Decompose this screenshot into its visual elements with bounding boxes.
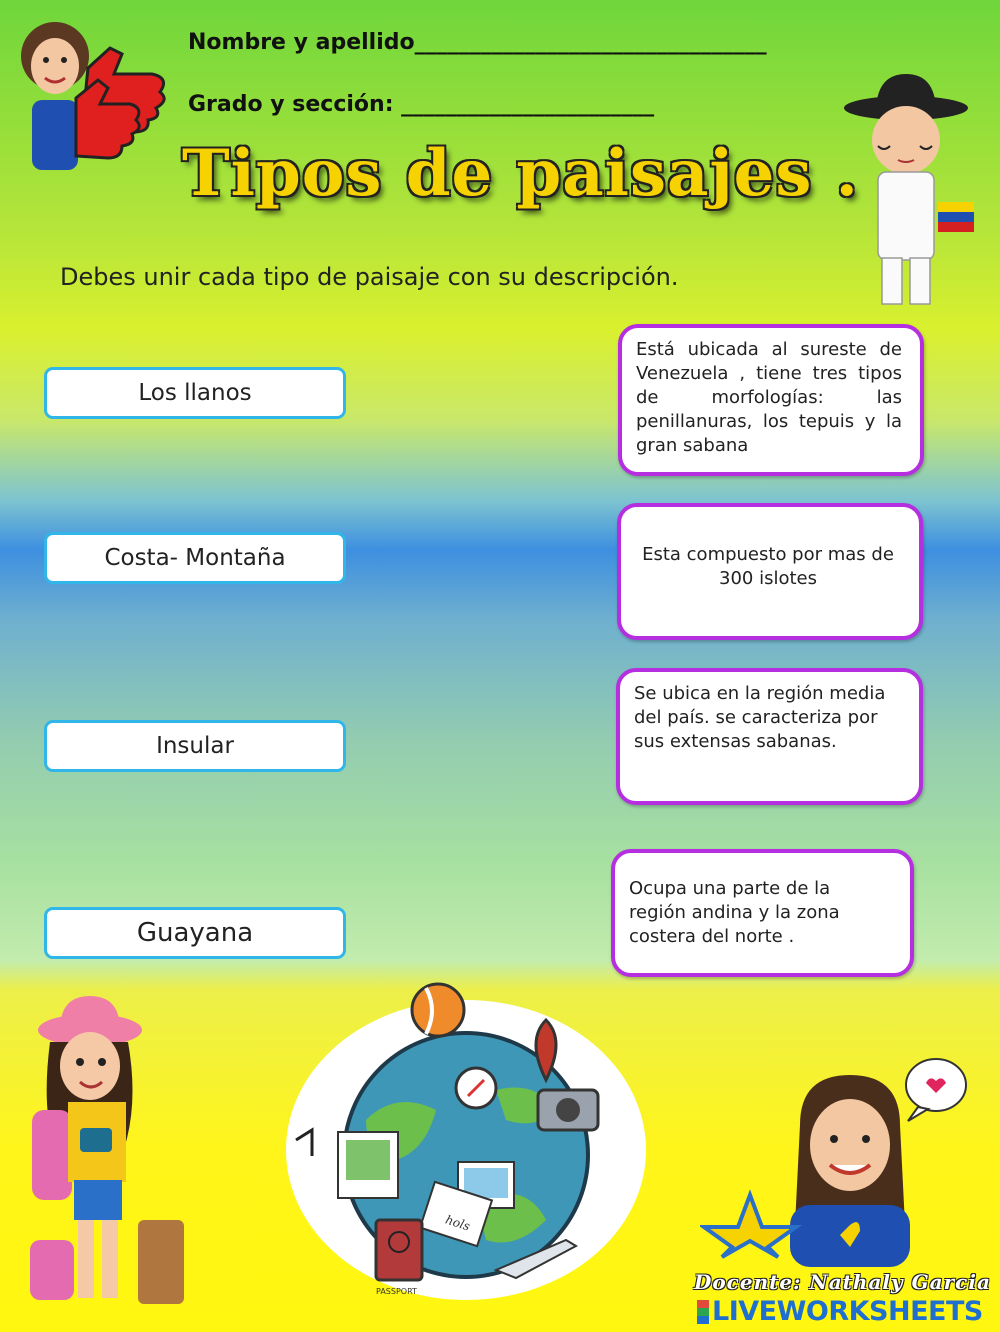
description-text-4: Ocupa una parte de la región andina y la zona costera del norte . xyxy=(629,878,840,947)
grade-blank[interactable]: _______________________ xyxy=(401,92,655,117)
girl-thumbs-up-illustration xyxy=(10,8,180,173)
photo-caption: hols xyxy=(443,1212,472,1234)
grade-line xyxy=(188,92,654,117)
passport-caption: PASSPORT xyxy=(376,1287,417,1296)
description-card-3[interactable] xyxy=(616,668,923,805)
name-blank[interactable]: ________________________________ xyxy=(414,30,767,55)
landscape-label-insular[interactable]: Insular xyxy=(44,720,346,772)
liveworksheets-logo-icon xyxy=(697,1300,709,1324)
worksheet-title: Tipos de paisajes . xyxy=(182,136,859,211)
traveler-girl-illustration xyxy=(20,990,190,1320)
description-card-4[interactable] xyxy=(611,849,914,977)
description-text-1: Está ubicada al sureste de Venezuela , tiene tres tipos de morfologías: las penillanuras, los tepuis y la gran sabana xyxy=(636,339,902,456)
teacher-avatar-illustration xyxy=(700,1055,975,1270)
teacher-signature: Docente: Nathaly Garcia xyxy=(694,1270,991,1294)
description-card-1[interactable] xyxy=(618,324,924,476)
liveworksheets-brand[interactable]: LIVEWORKSHEETS xyxy=(712,1296,983,1327)
name-label: Nombre y apellido xyxy=(188,30,415,55)
globe-travel-illustration xyxy=(276,980,656,1310)
grade-label: Grado y sección: xyxy=(188,92,394,117)
description-text-2: Esta compuesto por mas de 300 islotes xyxy=(642,543,894,589)
name-line xyxy=(188,30,767,55)
boy-with-hat-illustration xyxy=(838,68,988,318)
landscape-label-los-llanos[interactable]: Los llanos xyxy=(44,367,346,419)
landscape-label-guayana[interactable]: Guayana xyxy=(44,907,346,959)
description-text-3: Se ubica en la región media del país. se caracteriza por sus extensas sabanas. xyxy=(634,683,886,752)
landscape-label-costa-montana[interactable]: Costa- Montaña xyxy=(44,532,346,584)
instructions-text: Debes unir cada tipo de paisaje con su descripción. xyxy=(60,263,679,291)
description-card-2[interactable] xyxy=(617,503,923,640)
